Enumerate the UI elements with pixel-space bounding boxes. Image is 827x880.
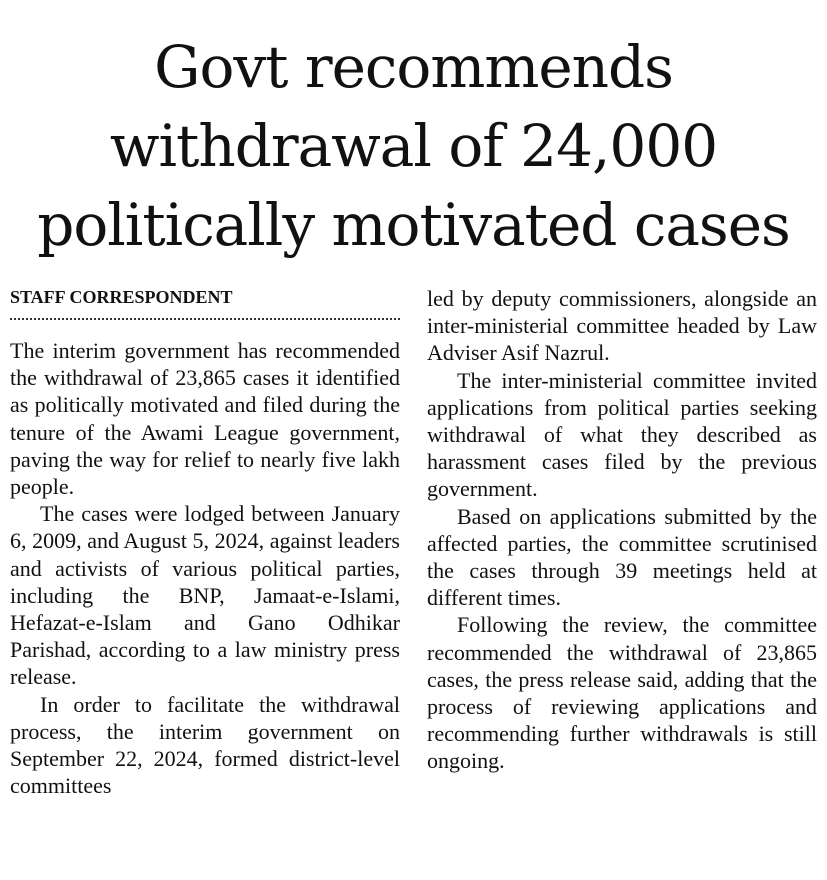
article-column-right <box>427 285 817 775</box>
paragraph-4: The inter-ministerial committee invited applications from political parties seeking withdrawal of what they described as harassment cases filed by the previous government. <box>427 367 817 502</box>
paragraph-3: In order to facilitate the withdrawal process, the interim government on September 22, 2024, formed district-level committees <box>10 691 400 799</box>
byline-divider <box>10 318 400 320</box>
headline-line-1: Govt recommends <box>154 33 673 101</box>
byline: STAFF CORRESPONDENT <box>10 287 233 307</box>
headline <box>0 28 827 265</box>
article-column-left <box>10 337 400 799</box>
headline-line-2: withdrawal of 24,000 <box>109 112 718 180</box>
headline-line-3: politically motivated cases <box>37 191 790 259</box>
paragraph-6: Following the review, the committee recommended the withdrawal of 23,865 cases, the press release said, adding that the process of reviewing applications and recommending further withdrawals is still ongoing. <box>427 612 817 774</box>
paragraph-5: Based on applications submitted by the affected parties, the committee scrutinised the cases through 39 meetings held at different times. <box>427 503 817 611</box>
paragraph-3-continued: led by deputy commissioners, alongside an inter-ministerial committee headed by Law Adviser Asif Nazrul. <box>427 286 817 366</box>
paragraph-2: The cases were lodged between January 6, 2009, and August 5, 2024, against leaders and activists of various political parties, including the BNP, Jamaat-e-Islami, Hefazat-e-Islam and Gano Odhikar Parishad, according to a law ministry press release. <box>10 501 400 690</box>
paragraph-1: The interim government has recommended the withdrawal of 23,865 cases it identified as politically motivated and filed during the tenure of the Awami League government, paving the way for relief to nearly five lakh people. <box>10 338 400 500</box>
